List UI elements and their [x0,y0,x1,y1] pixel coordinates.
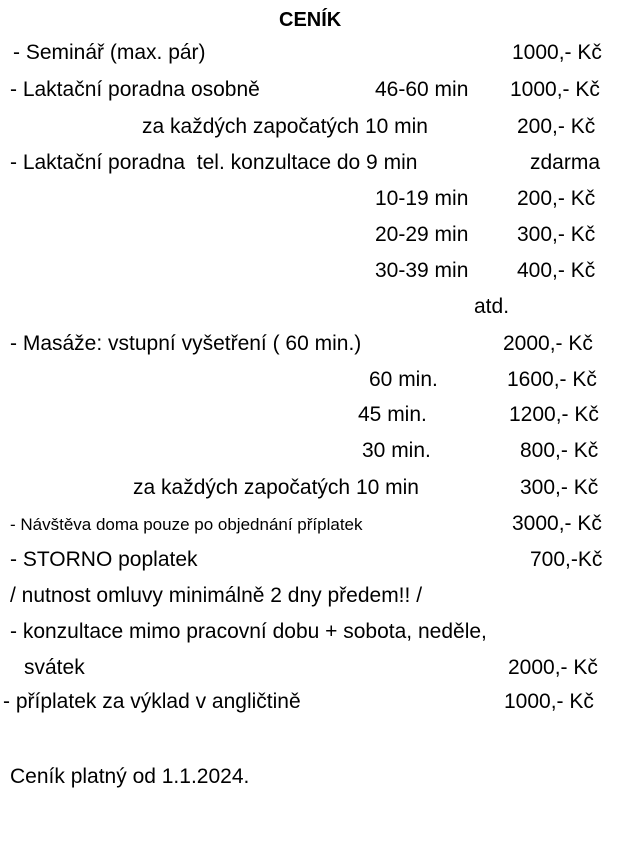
storno-price: 700,-Kč [530,548,603,571]
massage-tier-time: 45 min. [358,403,427,426]
phone-tier-time: 10-19 min [375,187,469,210]
phone-tier-price: 300,- Kč [517,223,596,246]
home-visit-price: 3000,- Kč [512,512,602,535]
off-hours-label: - konzultace mimo pracovní dobu + sobota, neděle, [10,620,487,643]
home-visit-label: - Návštěva doma pouze po objednání příplatek [10,515,363,534]
lactation-phone-price: zdarma [530,151,601,174]
lactation-phone-label: - Laktační poradna tel. konzultace do 9 min [10,151,418,174]
massage-exam-price: 2000,- Kč [503,332,593,355]
phone-tier-price: 400,- Kč [517,259,596,282]
seminar-label: - Seminář (max. pár) [13,41,206,64]
english-surcharge-label: - příplatek za výklad v angličtině [3,690,301,713]
storno-note: / nutnost omluvy minimálně 2 dny předem!! / [10,584,423,607]
lactation-personal-time: 46-60 min [375,78,469,101]
massage-exam-label: - Masáže: vstupní vyšetření ( 60 min.) [10,332,362,355]
massage-tier-price: 800,- Kč [520,439,599,462]
etc-text: atd. [474,295,510,318]
phone-tier-price: 200,- Kč [517,187,596,210]
phone-tier-time: 20-29 min [375,223,469,246]
massage-tier-price: 1200,- Kč [509,403,599,426]
lactation-extra-label: za každých započatých 10 min [142,115,428,138]
massage-tier-price: 1600,- Kč [507,368,597,391]
phone-tier-time: 30-39 min [375,259,469,282]
massage-tier-time: 30 min. [362,439,431,462]
massage-extra-label: za každých započatých 10 min [133,476,419,499]
lactation-personal-label: - Laktační poradna osobně [10,78,260,101]
massage-tier-time: 60 min. [369,368,438,391]
off-hours-price: 2000,- Kč [508,656,598,679]
massage-extra-price: 300,- Kč [520,476,599,499]
holiday-label: svátek [24,656,85,679]
validity-note: Ceník platný od 1.1.2024. [10,765,250,788]
storno-label: - STORNO poplatek [10,548,198,571]
page-title: CENÍK [279,9,342,31]
english-surcharge-price: 1000,- Kč [504,690,594,713]
seminar-price: 1000,- Kč [512,41,602,64]
lactation-personal-price: 1000,- Kč [510,78,600,101]
lactation-extra-price: 200,- Kč [517,115,596,138]
